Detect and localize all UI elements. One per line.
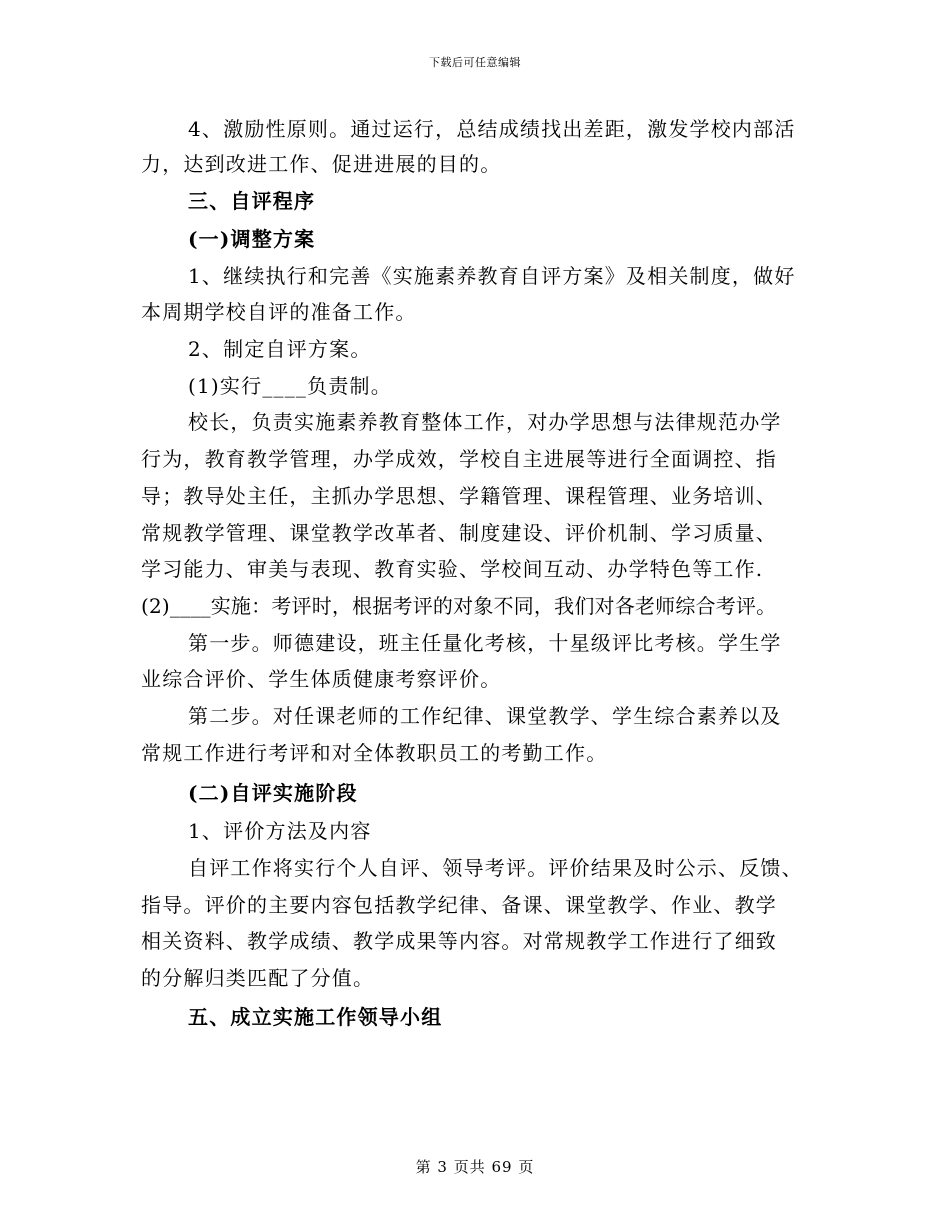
paragraph-line: 校长，负责实施素养教育整体工作，对办学思想与法律规范办学 — [188, 410, 782, 434]
paragraph-line: 第一步。师德建设，班主任量化考核，十星级评比考核。学生学 — [188, 631, 782, 655]
subsection-heading: (二)自评实施阶段 — [188, 781, 358, 805]
paragraph-line: 自评工作将实行个人自评、领导考评。评价结果及时公示、反馈、 — [188, 856, 803, 880]
paragraph-line: (1)实行____负责制。 — [188, 374, 392, 398]
paragraph-line: 相关资料、教学成绩、教学成果等内容。对常规教学工作进行了细致 — [141, 929, 777, 953]
paragraph-line: 行为，教育教学管理，办学成效，学校自主进展等进行全面调控、指 — [141, 447, 777, 471]
paragraph-line: 的分解归类匹配了分值。 — [141, 966, 375, 990]
page-footer: 第 3 页共 69 页 — [415, 1158, 535, 1176]
paragraph-line: 第二步。对任课老师的工作纪律、课堂教学、学生综合素养以及 — [188, 704, 782, 728]
paragraph-line: 导；教导处主任，主抓办学思想、学籍管理、课程管理、业务培训、 — [141, 484, 777, 508]
paragraph-line: 业综合评价、学生体质健康考察评价。 — [141, 667, 502, 691]
paragraph-line: 学习能力、审美与表现、教育实验、学校间互动、办学特色等工作. — [141, 557, 764, 581]
page-header: 下载后可任意编辑 — [429, 56, 521, 69]
paragraph-line: 指导。评价的主要内容包括教学纪律、备课、课堂教学、作业、教学 — [141, 893, 777, 917]
paragraph-line: 1、继续执行和完善《实施素养教育自评方案》及相关制度，做好 — [188, 264, 796, 288]
paragraph-line: 1、评价方法及内容 — [188, 819, 372, 843]
paragraph-line: 常规工作进行考评和对全体教职员工的考勤工作。 — [141, 741, 608, 765]
paragraph-line: 4、激励性原则。通过运行，总结成绩找出差距，激发学校内部活 — [188, 117, 796, 141]
section-heading: 五、成立实施工作领导小组 — [188, 1005, 443, 1029]
paragraph-line: 2、制定自评方案。 — [188, 337, 372, 361]
paragraph-line: 本周期学校自评的准备工作。 — [141, 300, 417, 324]
paragraph-line: 力，达到改进工作、促进进展的目的。 — [141, 152, 502, 176]
paragraph-line: 常规教学管理、课堂教学改革者、制度建设、评价机制、学习质量、 — [141, 521, 777, 545]
paragraph-line: (2)____实施：考评时，根据考评的对象不同，我们对各老师综合考评。 — [141, 594, 777, 618]
section-heading: 三、自评程序 — [188, 189, 316, 213]
subsection-heading: (一)调整方案 — [188, 227, 316, 251]
